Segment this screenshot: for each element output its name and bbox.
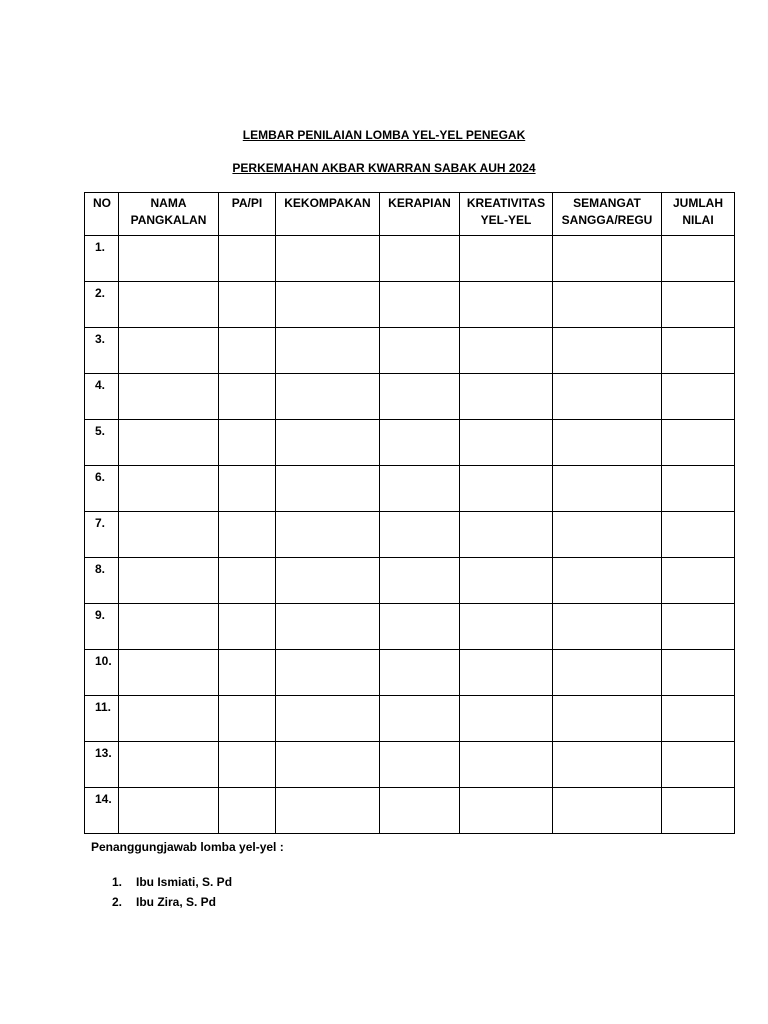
table-row: [85, 236, 735, 282]
list-item: 1. Ibu Ismiati, S. Pd: [112, 875, 233, 889]
person-name: Ibu Ismiati, S. Pd: [136, 875, 233, 889]
score-cell[interactable]: [460, 420, 553, 466]
table-row: [85, 650, 735, 696]
person-name: Ibu Zira, S. Pd: [136, 895, 217, 909]
score-cell[interactable]: [380, 282, 460, 328]
row-number: 9.: [85, 604, 119, 650]
score-cell[interactable]: [219, 236, 276, 282]
score-cell[interactable]: [276, 420, 380, 466]
score-cell[interactable]: [219, 374, 276, 420]
score-cell[interactable]: [380, 558, 460, 604]
score-cell[interactable]: [553, 420, 662, 466]
score-cell[interactable]: [460, 512, 553, 558]
score-cell[interactable]: [662, 282, 735, 328]
score-cell[interactable]: [119, 466, 219, 512]
score-cell[interactable]: [276, 788, 380, 834]
score-cell[interactable]: [662, 650, 735, 696]
document-title: LEMBAR PENILAIAN LOMBA YEL-YEL PENEGAK: [242, 128, 526, 142]
header-nama-pangkalan: NAMA PANGKALAN: [119, 193, 219, 236]
table-row: [85, 604, 735, 650]
score-cell[interactable]: [662, 696, 735, 742]
score-cell[interactable]: [460, 328, 553, 374]
row-number: 6.: [85, 466, 119, 512]
score-cell[interactable]: [553, 558, 662, 604]
score-cell[interactable]: [662, 604, 735, 650]
table-row: [85, 328, 735, 374]
row-number: 10.: [85, 650, 119, 696]
score-cell[interactable]: [119, 512, 219, 558]
score-cell[interactable]: [553, 604, 662, 650]
score-cell[interactable]: [119, 604, 219, 650]
score-cell[interactable]: [276, 650, 380, 696]
score-cell[interactable]: [380, 466, 460, 512]
score-cell[interactable]: [276, 696, 380, 742]
score-cell[interactable]: [276, 742, 380, 788]
score-cell[interactable]: [380, 236, 460, 282]
row-number: 7.: [85, 512, 119, 558]
header-kerapian: KERAPIAN: [380, 193, 460, 236]
score-cell[interactable]: [219, 696, 276, 742]
score-cell[interactable]: [219, 558, 276, 604]
table-header-row: [85, 193, 735, 236]
list-item: 2. Ibu Zira, S. Pd: [112, 895, 217, 909]
row-number: 4.: [85, 374, 119, 420]
score-cell[interactable]: [553, 282, 662, 328]
score-cell[interactable]: [276, 466, 380, 512]
table-row: [85, 742, 735, 788]
score-cell[interactable]: [662, 236, 735, 282]
score-cell[interactable]: [553, 650, 662, 696]
score-cell[interactable]: [119, 374, 219, 420]
score-cell[interactable]: [119, 420, 219, 466]
score-cell[interactable]: [553, 696, 662, 742]
score-table: [84, 192, 735, 834]
score-cell[interactable]: [276, 604, 380, 650]
score-cell[interactable]: [553, 466, 662, 512]
score-cell[interactable]: [553, 512, 662, 558]
score-cell[interactable]: [553, 328, 662, 374]
table-row: [85, 282, 735, 328]
score-cell[interactable]: [276, 236, 380, 282]
score-cell[interactable]: [553, 236, 662, 282]
table-row: [85, 374, 735, 420]
score-cell[interactable]: [119, 328, 219, 374]
score-cell[interactable]: [380, 512, 460, 558]
table-row: [85, 696, 735, 742]
responsible-label: Penanggungjawab lomba yel-yel :: [91, 840, 284, 854]
score-cell[interactable]: [460, 742, 553, 788]
score-cell[interactable]: [380, 420, 460, 466]
score-cell[interactable]: [276, 558, 380, 604]
score-cell[interactable]: [119, 788, 219, 834]
score-cell[interactable]: [380, 696, 460, 742]
score-cell[interactable]: [553, 788, 662, 834]
score-cell[interactable]: [460, 788, 553, 834]
score-cell[interactable]: [219, 788, 276, 834]
score-cell[interactable]: [662, 328, 735, 374]
row-number: 14.: [85, 788, 119, 834]
score-cell[interactable]: [119, 742, 219, 788]
row-number: 8.: [85, 558, 119, 604]
score-cell[interactable]: [662, 466, 735, 512]
header-kreativitas: KREATIVITAS YEL-YEL: [460, 193, 553, 236]
score-cell[interactable]: [460, 650, 553, 696]
score-cell[interactable]: [553, 742, 662, 788]
score-cell[interactable]: [119, 650, 219, 696]
score-cell[interactable]: [219, 466, 276, 512]
score-cell[interactable]: [276, 512, 380, 558]
table-row: [85, 788, 735, 834]
header-semangat: SEMANGAT SANGGA/REGU: [553, 193, 662, 236]
score-cell[interactable]: [219, 512, 276, 558]
score-cell[interactable]: [276, 328, 380, 374]
score-cell[interactable]: [219, 420, 276, 466]
document-subtitle: PERKEMAHAN AKBAR KWARRAN SABAK AUH 2024: [232, 161, 536, 175]
score-cell[interactable]: [460, 558, 553, 604]
header-kekompakan: KEKOMPAKAN: [276, 193, 380, 236]
score-cell[interactable]: [219, 742, 276, 788]
score-cell[interactable]: [460, 604, 553, 650]
score-cell[interactable]: [219, 282, 276, 328]
score-cell[interactable]: [662, 742, 735, 788]
score-cell[interactable]: [380, 788, 460, 834]
score-cell[interactable]: [662, 788, 735, 834]
header-pa-pi: PA/PI: [219, 193, 276, 236]
score-cell[interactable]: [380, 374, 460, 420]
score-cell[interactable]: [460, 236, 553, 282]
row-number: 11.: [85, 696, 119, 742]
score-cell[interactable]: [662, 420, 735, 466]
table-row: [85, 420, 735, 466]
score-cell[interactable]: [380, 328, 460, 374]
score-cell[interactable]: [119, 558, 219, 604]
score-cell[interactable]: [219, 650, 276, 696]
row-number: 1.: [85, 236, 119, 282]
responsible-list: [112, 872, 232, 912]
score-cell[interactable]: [662, 558, 735, 604]
table-body: [85, 236, 735, 834]
header-jumlah-nilai: JUMLAH NILAI: [662, 193, 735, 236]
score-cell[interactable]: [380, 650, 460, 696]
score-cell[interactable]: [662, 374, 735, 420]
table-row: [85, 512, 735, 558]
table-row: [85, 558, 735, 604]
row-number: 3.: [85, 328, 119, 374]
score-cell[interactable]: [119, 282, 219, 328]
score-cell[interactable]: [553, 374, 662, 420]
header-no: NO: [85, 193, 119, 236]
score-cell[interactable]: [119, 696, 219, 742]
score-cell[interactable]: [119, 236, 219, 282]
score-cell[interactable]: [380, 742, 460, 788]
score-cell[interactable]: [662, 512, 735, 558]
row-number: 13.: [85, 742, 119, 788]
score-cell[interactable]: [219, 604, 276, 650]
score-cell[interactable]: [460, 696, 553, 742]
table-row: [85, 466, 735, 512]
score-cell[interactable]: [460, 282, 553, 328]
score-cell[interactable]: [460, 466, 553, 512]
score-cell[interactable]: [276, 374, 380, 420]
row-number: 5.: [85, 420, 119, 466]
score-cell[interactable]: [219, 328, 276, 374]
score-cell[interactable]: [460, 374, 553, 420]
row-number: 2.: [85, 282, 119, 328]
score-cell[interactable]: [380, 604, 460, 650]
score-cell[interactable]: [276, 282, 380, 328]
